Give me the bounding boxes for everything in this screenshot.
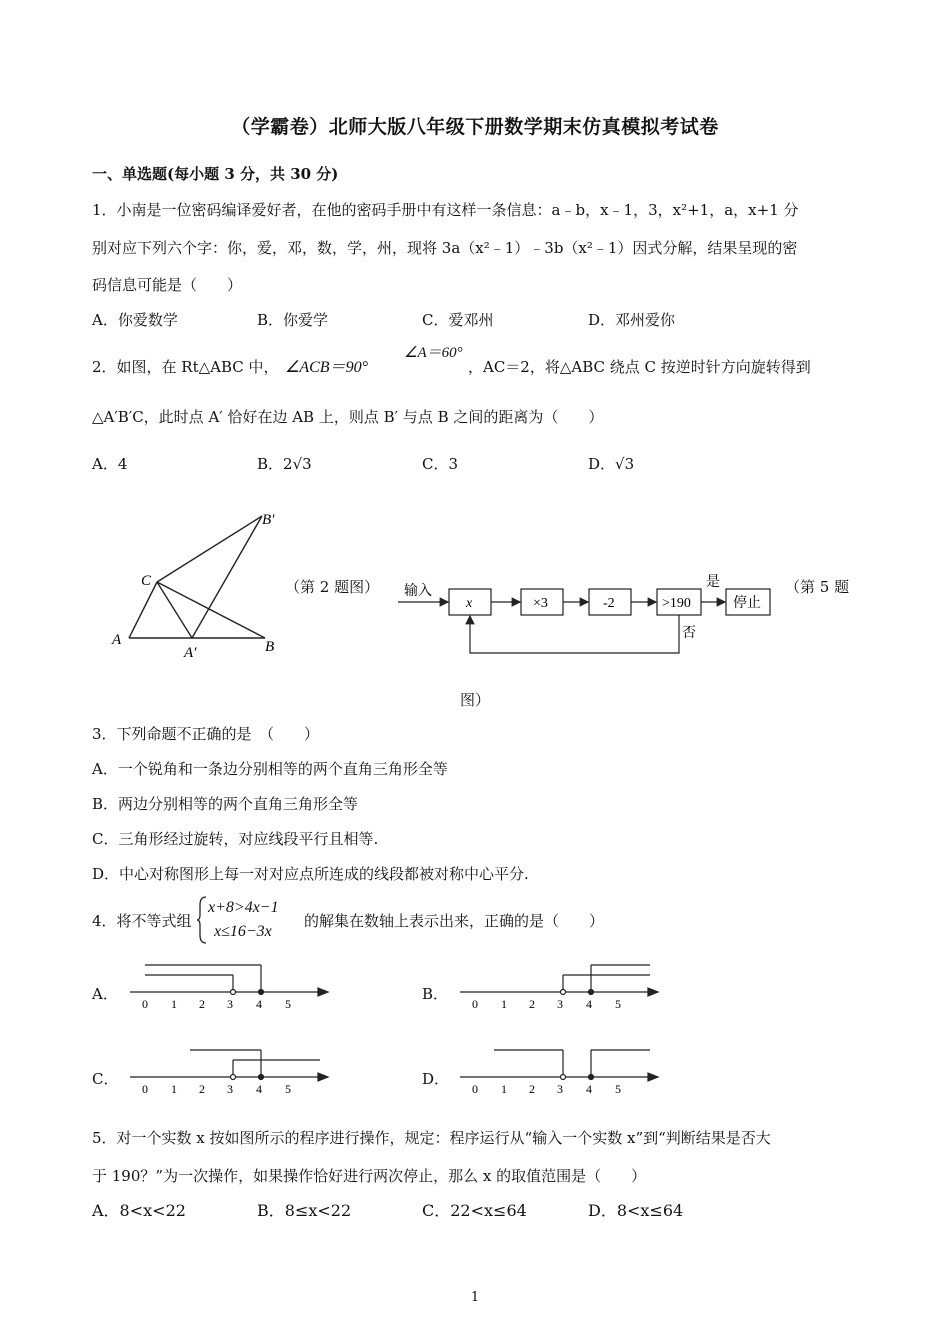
triangle-figure [100, 500, 290, 665]
q4-option-d-label: D． [422, 1070, 450, 1088]
tick-label: 4 [256, 997, 262, 1011]
tick-label: 4 [256, 1082, 262, 1096]
number-line-b [458, 955, 663, 1015]
brace-icon [196, 895, 208, 945]
q3-option-b: B．两边分别相等的两个直角三角形全等 [92, 795, 359, 813]
q2-line1-start: 2．如图，在 Rt△ABC 中， [92, 358, 279, 376]
q3-stem: 3．下列命题不正确的是 （ ） [92, 725, 320, 743]
tick-label: 4 [586, 997, 592, 1011]
tick-label: 2 [199, 997, 205, 1011]
flow-input-label: 输入 [404, 584, 432, 599]
q3-option-a: A．一个锐角和一条边分别相等的两个直角三角形全等 [92, 760, 448, 778]
tick-label: 5 [285, 1082, 291, 1096]
page-number: 1 [470, 1290, 480, 1305]
q1-line3: 码信息可能是（ ） [92, 276, 243, 294]
q1-option-a: A．你爱数学 [92, 311, 178, 329]
q4-option-c-label: C． [92, 1070, 119, 1088]
q4-option-a-label: A． [92, 985, 118, 1003]
q3-option-c: C．三角形经过旋转，对应线段平行且相等. [92, 830, 379, 848]
q2-angle-acb: ∠ACB＝90° [285, 359, 368, 376]
q4-inequality-1: x+8>4x−1 [208, 899, 279, 916]
number-line-c [128, 1040, 333, 1100]
tick-label: 4 [586, 1082, 592, 1096]
q1-line1: 1．小南是一位密码编译爱好者，在他的密码手册中有这样一条信息：a﹣b，x﹣1，3，x²+1，a，x+1 分 [92, 201, 799, 219]
tick-label: 3 [557, 997, 563, 1011]
tri-label-a-prime: A′ [184, 645, 197, 661]
q2-line2: △A′B′C，此时点 A′ 恰好在边 AB 上，则点 B′ 与点 B 之间的距离为（ ） [92, 408, 604, 426]
q2-option-c: C．3 [422, 455, 459, 473]
q1-option-d: D．邓州爱你 [588, 311, 676, 329]
fig5-caption-part2: 图） [460, 691, 491, 709]
q2-line1-end: ，AC＝2，将△ABC 绕点 C 按逆时针方向旋转得到 [468, 358, 811, 376]
fig2-caption: （第 2 题图） [285, 578, 380, 596]
tick-label: 3 [227, 1082, 233, 1096]
q2-angle-a: ∠A＝60° [404, 345, 463, 361]
tick-label: 1 [171, 997, 177, 1011]
flow-times3-box: ×3 [533, 596, 548, 611]
fig5-caption-part1: （第 5 题 [785, 578, 850, 596]
flow-minus2-box: -2 [603, 596, 615, 611]
q5-option-b: B．8≤x<22 [257, 1201, 352, 1220]
q5-option-d: D．8<x≤64 [588, 1201, 684, 1220]
tri-label-c: C [141, 573, 152, 589]
q5-option-a: A．8<x<22 [92, 1201, 186, 1220]
tick-label: 0 [142, 997, 148, 1011]
tick-label: 5 [285, 997, 291, 1011]
flow-gt190-box: >190 [662, 596, 691, 611]
flow-x-box: x [466, 596, 473, 611]
q4-stem-start: 4．将不等式组 [92, 912, 192, 930]
tri-label-b-prime: B′ [262, 512, 275, 528]
q1-option-b: B．你爱学 [257, 311, 329, 329]
tick-label: 0 [472, 1082, 478, 1096]
q5-line1: 5．对一个实数 x 按如图所示的程序进行操作，规定：程序运行从“输入一个实数 x”到“判断结果是否大 [92, 1129, 771, 1147]
q2-option-b: B．2√3 [257, 455, 312, 473]
q2-option-d: D．√3 [588, 455, 635, 473]
tick-label: 1 [171, 1082, 177, 1096]
tick-label: 0 [472, 997, 478, 1011]
tick-label: 1 [501, 1082, 507, 1096]
flowchart-figure [390, 560, 780, 660]
tick-label: 1 [501, 997, 507, 1011]
q3-option-d: D．中心对称图形上每一对对应点所连成的线段都被对称中心平分. [92, 865, 529, 883]
tick-label: 2 [199, 1082, 205, 1096]
flow-no-label: 否 [682, 626, 696, 641]
q4-stem-end: 的解集在数轴上表示出来，正确的是（ ） [304, 912, 605, 930]
q1-option-c: C．爱邓州 [422, 311, 494, 329]
tick-label: 3 [557, 1082, 563, 1096]
tick-label: 0 [142, 1082, 148, 1096]
tick-label: 5 [615, 997, 621, 1011]
q2-option-a: A．4 [92, 455, 128, 473]
q5-option-c: C．22<x≤64 [422, 1201, 527, 1220]
flow-stop-box: 停止 [733, 596, 761, 611]
section-heading: 一、单选题(每小题 3 分，共 30 分) [92, 165, 339, 183]
flow-yes-label: 是 [706, 575, 720, 590]
tick-label: 2 [529, 997, 535, 1011]
page-title: （学霸卷）北师大版八年级下册数学期末仿真模拟考试卷 [231, 116, 719, 138]
tri-label-a: A [112, 632, 122, 648]
number-line-d [458, 1040, 663, 1100]
tick-label: 2 [529, 1082, 535, 1096]
q4-inequality-2: x≤16−3x [214, 923, 272, 940]
q5-line2: 于 190？”为一次操作，如果操作恰好进行两次停止，那么 x 的取值范围是（ ） [92, 1167, 647, 1185]
tick-label: 3 [227, 997, 233, 1011]
number-line-a [128, 955, 333, 1015]
tick-label: 5 [615, 1082, 621, 1096]
q1-line2: 别对应下列六个字：你，爱，邓，数，学，州，现将 3a（x²﹣1）﹣3b（x²﹣1）因式分解，结果呈现的密 [92, 239, 798, 257]
tri-label-b: B [265, 639, 275, 655]
q4-option-b-label: B． [422, 985, 449, 1003]
